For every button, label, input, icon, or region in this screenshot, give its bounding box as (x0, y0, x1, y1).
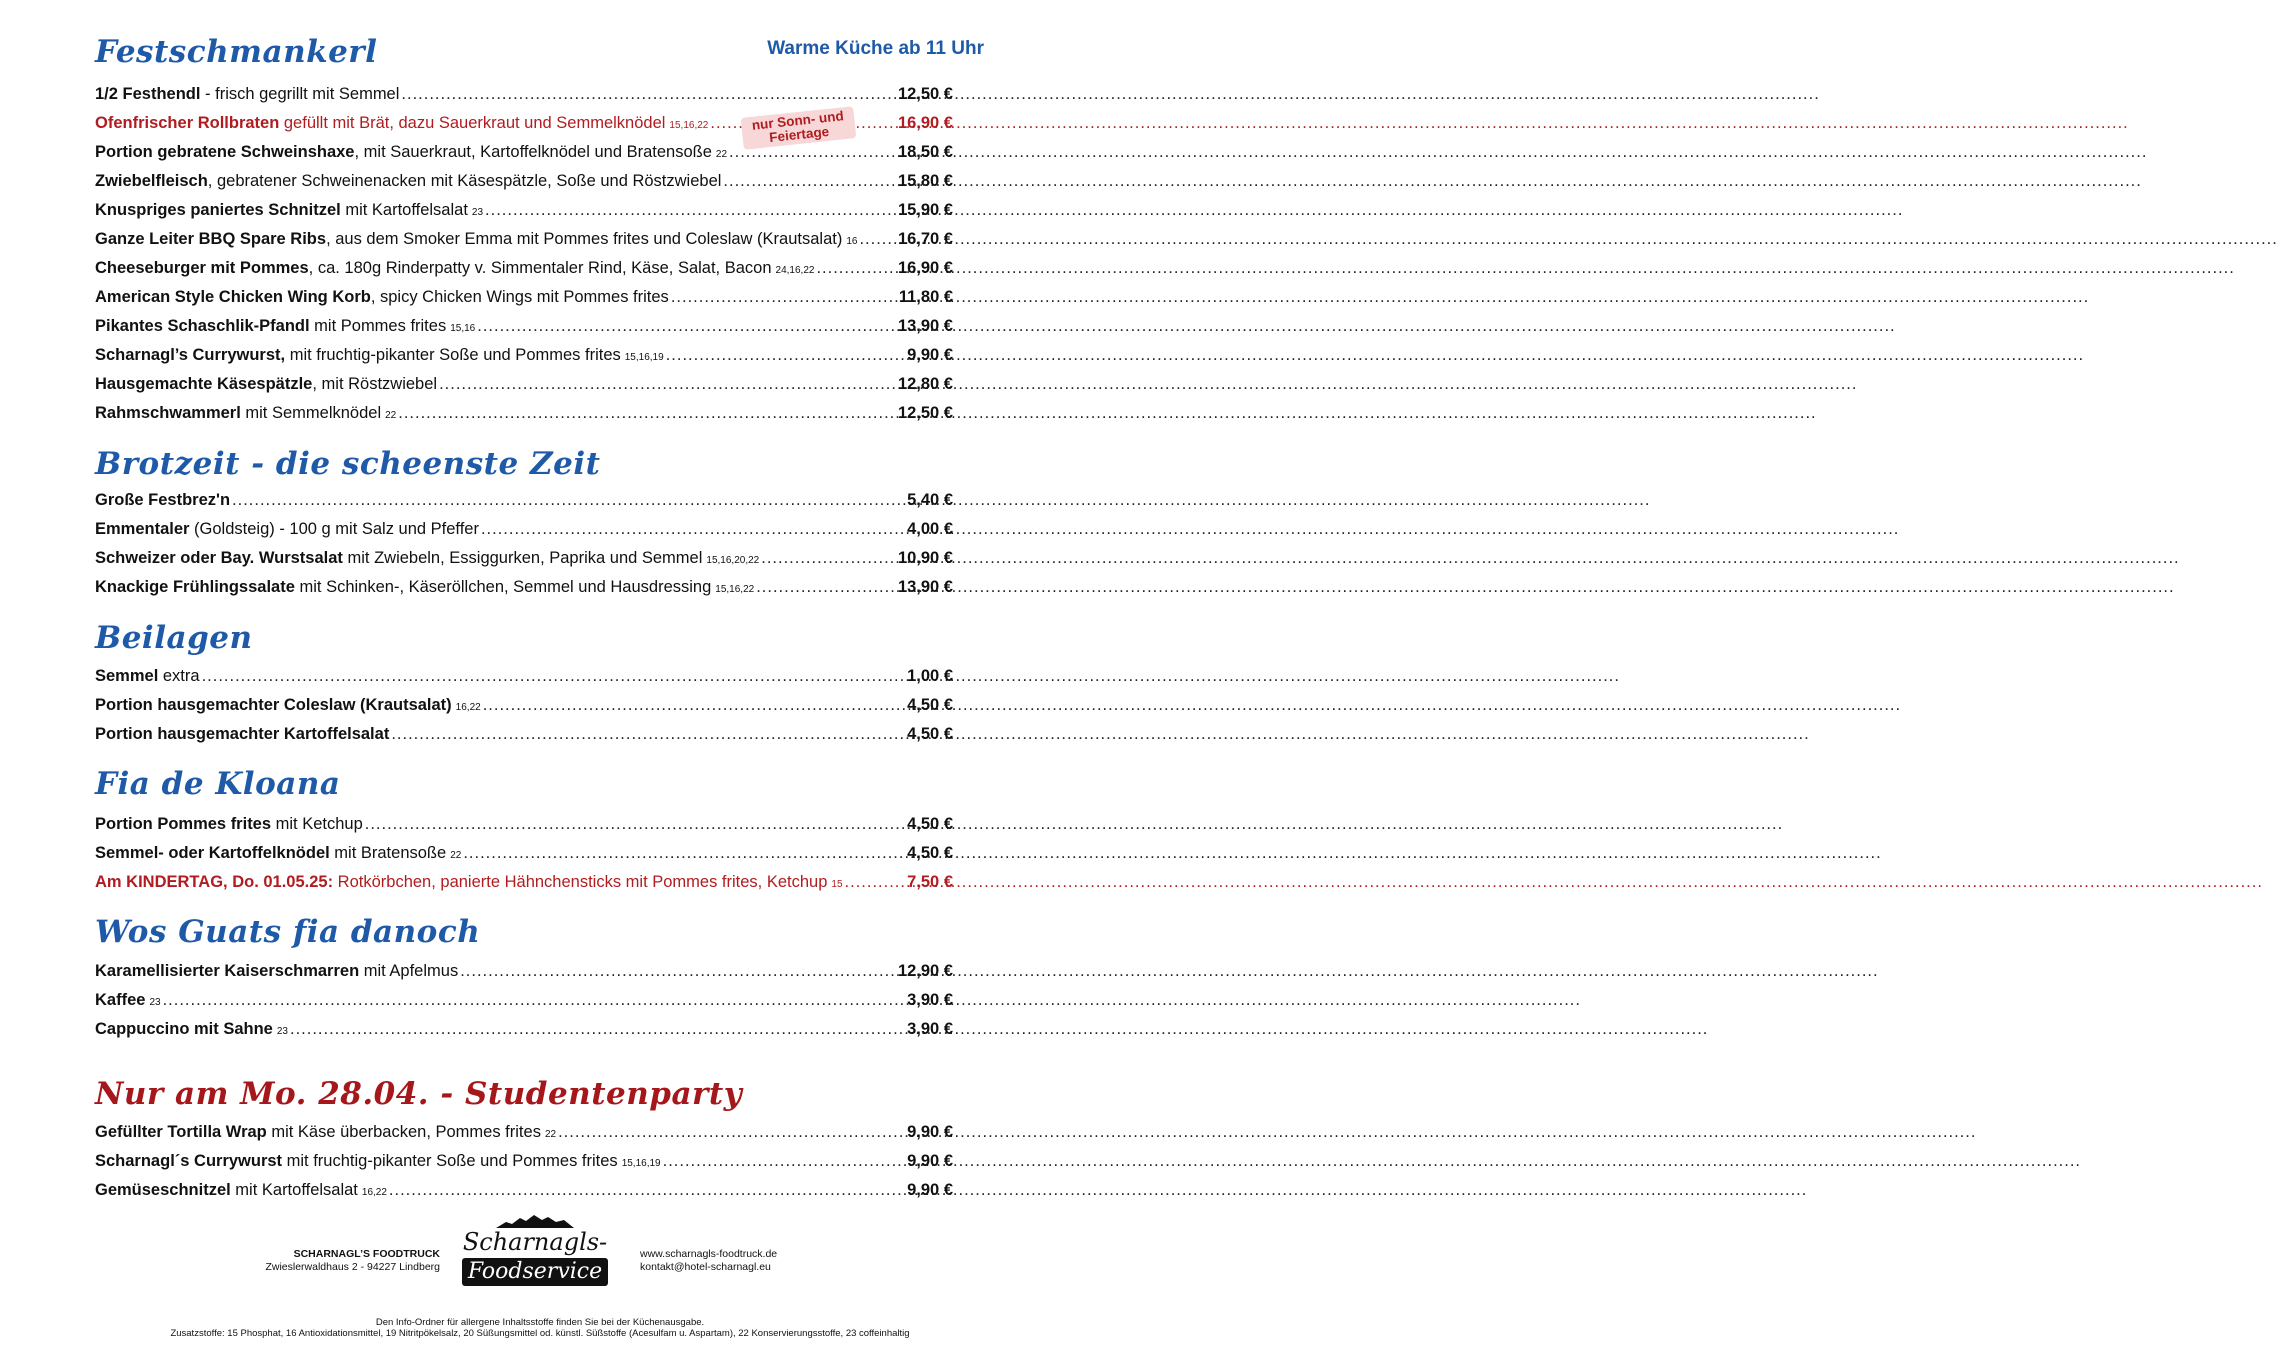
item-name: Gemüseschnitzel (95, 1181, 231, 1199)
item-additives: 16 (846, 236, 858, 247)
item-name: Portion Pommes frites (95, 815, 272, 833)
menu-item (95, 1176, 953, 1205)
additives-info: Zusatzstoffe: 15 Phosphat, 16 Antioxidationsmittel, 19 Nitritpökelsalz, 20 Süßungsmittel od. künstl. Süßstoffe (Acesulfam u. Aspartam), 22 Konservierungsstoffe, 23 coffeinhaltig (170, 1328, 910, 1339)
item-price: 9,90 € (907, 1123, 953, 1141)
leader-dots (439, 370, 896, 399)
item-price: 3,90 € (907, 1020, 953, 1038)
item-price: 3,90 € (907, 991, 953, 1009)
item-desc: mit Käse überbacken, Pommes frites (266, 1123, 541, 1141)
item-price: 13,90 € (897, 317, 953, 335)
item-additives: 22 (450, 850, 462, 861)
item-name: American Style Chicken Wing Korb (95, 288, 371, 306)
leader-dots (460, 957, 896, 986)
item-price: 16,70 € (897, 230, 953, 248)
menu-item (95, 225, 953, 254)
menu-item (95, 720, 953, 749)
item-price: 13,90 € (897, 578, 953, 596)
allergen-info: Den Info-Ordner für allergene Inhaltsstoffe finden Sie bei der Küchenausgabe. (375, 1317, 705, 1328)
section-title-kloana: Fia de Kloana (95, 766, 341, 802)
leader-dots (163, 986, 906, 1015)
item-desc: mit Schinken-, Käseröllchen, Semmel und Hausdressing (294, 578, 712, 596)
item-name: Scharnagl’s Currywurst, (95, 346, 286, 364)
leader-dots (558, 1118, 905, 1147)
item-name: Cappuccino mit Sahne (95, 1020, 273, 1038)
sunday-holiday-badge: nur Sonn- und Feiertage (741, 106, 857, 150)
item-additives: 15,16 (450, 323, 476, 334)
item-desc: , mit Sauerkraut, Kartoffelknödel und Bratensoße (354, 143, 712, 161)
item-price: 9,90 € (907, 1181, 953, 1199)
footer-address-block (265, 1248, 440, 1274)
menu-item (95, 1015, 953, 1044)
item-name: Ofenfrischer Rollbraten (95, 114, 280, 132)
item-price: 4,50 € (907, 844, 953, 862)
item-name: Knuspriges paniertes Schnitzel (95, 201, 341, 219)
item-additives: 15,16,19 (621, 1158, 661, 1169)
item-additives: 15,16,22 (715, 584, 755, 595)
menu-item (95, 341, 953, 370)
mountain-icon (496, 1214, 574, 1228)
item-desc: Rotkörbchen, panierte Hähnchensticks mit Pommes frites, Ketchup (333, 873, 828, 891)
leader-dots (816, 254, 895, 283)
item-desc: , spicy Chicken Wings mit Pommes frites (370, 288, 669, 306)
item-price: 11,80 € (898, 288, 953, 306)
item-additives: 22 (544, 1129, 557, 1140)
item-desc: - frisch gegrillt mit Semmel (200, 85, 400, 103)
item-desc: (Goldsteig) - 100 g mit Salz und Pfeffer (189, 520, 479, 538)
item-price: 12,80 € (897, 375, 953, 393)
item-name: Karamellisierter Kaiserschmarren (95, 962, 360, 980)
item-price: 10,90 € (897, 549, 953, 567)
item-desc: mit Apfelmus (359, 962, 459, 980)
menu-item (95, 312, 953, 341)
menu-item (95, 986, 953, 1015)
item-desc: mit Pommes frites (309, 317, 447, 335)
item-price: 18,50 € (897, 143, 953, 161)
item-price: 16,90 € (897, 259, 953, 277)
item-price: 4,50 € (907, 725, 953, 743)
section-title-studentenparty: Nur am Mo. 28.04. - Studentenparty (95, 1076, 743, 1112)
menu-item (95, 399, 953, 428)
item-additives: 23 (276, 1026, 288, 1037)
item-price: 12,50 € (897, 404, 953, 422)
item-price: 5,40 € (907, 491, 953, 509)
leader-dots (202, 662, 906, 691)
item-additives: 15 (831, 879, 843, 890)
menu-item (95, 662, 953, 691)
leader-dots (483, 691, 905, 720)
menu-item (95, 196, 953, 225)
leader-dots (761, 544, 896, 573)
menu-item (95, 1147, 953, 1176)
item-price: 9,90 € (907, 346, 953, 364)
item-price: 4,50 € (907, 815, 953, 833)
item-desc: mit fruchtig-pikanter Soße und Pommes frites (285, 346, 621, 364)
item-name: Scharnagl´s Currywurst (95, 1152, 283, 1170)
brotzeit-list (95, 486, 953, 602)
leader-dots (859, 225, 895, 254)
item-desc: , mit Röstzwiebel (312, 375, 438, 393)
leader-dots (463, 839, 905, 868)
item-name: Emmentaler (95, 520, 190, 538)
kloana-list (95, 810, 953, 897)
item-desc: , aus dem Smoker Emma mit Pommes frites und Coleslaw (Krautsalat) (326, 230, 843, 248)
item-price: 15,80 € (897, 172, 953, 190)
section-title-festschmankerl: Festschmankerl (95, 34, 378, 70)
item-desc: mit Kartoffelsalat (230, 1181, 358, 1199)
warm-kitchen-note: Warme Küche ab 11 Uhr (767, 38, 984, 59)
item-name: Gefüllter Tortilla Wrap (95, 1123, 267, 1141)
company-name: SCHARNAGL’S FOODTRUCK (293, 1248, 440, 1260)
footer-contact-block (640, 1248, 777, 1274)
leader-dots (232, 486, 905, 515)
item-desc: mit Bratensoße (329, 844, 447, 862)
item-desc: mit Kartoffelsalat (340, 201, 468, 219)
leader-dots (389, 1176, 905, 1205)
item-price: 4,00 € (907, 520, 953, 538)
item-name: Portion hausgemachter Coleslaw (Krautsalat) (95, 696, 452, 714)
logo-line-1: Scharnagls- (462, 1228, 608, 1256)
leader-dots (666, 341, 905, 370)
studentenparty-list (95, 1118, 953, 1205)
item-price: 15,90 € (897, 201, 953, 219)
leader-dots (481, 515, 905, 544)
menu-item (95, 1118, 953, 1147)
email-link[interactable]: kontakt@hotel-scharnagl.eu (640, 1261, 771, 1273)
item-price: 12,50 € (897, 85, 953, 103)
item-additives: 15,16,19 (624, 352, 664, 363)
item-desc: mit Zwiebeln, Essiggurken, Paprika und Semmel (342, 549, 703, 567)
item-name: Zwiebelfleisch (95, 172, 208, 190)
logo-line-2: Foodservice (462, 1258, 608, 1286)
item-desc: mit fruchtig-pikanter Soße und Pommes frites (282, 1152, 618, 1170)
item-name: Portion hausgemachter Kartoffelsalat (95, 725, 390, 743)
item-additives: 16,22 (361, 1187, 387, 1198)
menu-item (95, 544, 953, 573)
menu-item (95, 167, 953, 196)
leader-dots (477, 312, 896, 341)
item-name: Semmel (95, 667, 159, 685)
leader-dots (391, 720, 905, 749)
item-additives: 22 (715, 149, 728, 160)
menu-item (95, 138, 953, 167)
item-name: 1/2 Festhendl (95, 85, 201, 103)
menu-item (95, 283, 953, 312)
item-desc: mit Semmelknödel (240, 404, 382, 422)
menu-item (95, 370, 953, 399)
leader-dots (398, 399, 896, 428)
leader-dots (485, 196, 896, 225)
menu-item (95, 80, 953, 109)
item-additives: 16,22 (455, 702, 481, 713)
leader-dots (365, 810, 905, 839)
section-title-danoch: Wos Guats fia danoch (95, 914, 481, 950)
menu-item (95, 868, 953, 897)
item-desc: , gebratener Schweinenacken mit Käsespätzle, Soße und Röstzwiebel (207, 172, 722, 190)
item-name: Cheeseburger mit Pommes (95, 259, 309, 277)
company-logo (460, 1212, 610, 1288)
item-price: 12,90 € (897, 962, 953, 980)
item-name: Große Festbrez'n (95, 491, 231, 509)
item-name: Am KINDERTAG, Do. 01.05.25: (95, 873, 334, 891)
menu-page (0, 0, 1080, 1350)
item-additives: 23 (471, 207, 484, 218)
menu-item (95, 839, 953, 868)
menu-item (95, 486, 953, 515)
menu-item (95, 515, 953, 544)
item-name: Portion gebratene Schweinshaxe (95, 143, 355, 161)
leader-dots (723, 167, 896, 196)
danoch-list (95, 957, 953, 1044)
leader-dots (671, 283, 897, 312)
beilagen-list (95, 662, 953, 749)
section-title-beilagen: Beilagen (95, 620, 253, 656)
website-link[interactable]: www.scharnagls-foodtruck.de (640, 1248, 778, 1260)
item-name: Kaffee (95, 991, 146, 1009)
item-price: 1,00 € (907, 667, 953, 685)
item-name: Hausgemachte Käsespätzle (95, 375, 313, 393)
menu-item (95, 810, 953, 839)
item-price: 9,90 € (907, 1152, 953, 1170)
leader-dots (290, 1015, 905, 1044)
company-address: Zwieslerwaldhaus 2 - 94227 Lindberg (265, 1261, 440, 1273)
section-title-brotzeit: Brotzeit - die scheenste Zeit (95, 446, 601, 482)
item-price: 7,50 € (907, 873, 953, 891)
leader-dots (663, 1147, 906, 1176)
item-additives: 15,16,20,22 (706, 555, 760, 566)
menu-item (95, 691, 953, 720)
leader-dots (756, 573, 896, 602)
item-name: Schweizer oder Bay. Wurstsalat (95, 549, 343, 567)
item-additives: 22 (385, 410, 397, 421)
item-name: Knackige Frühlingssalate (95, 578, 295, 596)
item-desc: extra (158, 667, 200, 685)
item-name: Semmel- oder Kartoffelknödel (95, 844, 330, 862)
item-name: Ganze Leiter BBQ Spare Ribs (95, 230, 327, 248)
item-name: Pikantes Schaschlik-Pfandl (95, 317, 310, 335)
menu-item (95, 254, 953, 283)
item-desc: , ca. 180g Rinderpatty v. Simmentaler Rind, Käse, Salat, Bacon (308, 259, 772, 277)
item-additives: 24,16,22 (775, 265, 815, 276)
item-name: Rahmschwammerl (95, 404, 241, 422)
item-additives: 15,16,22 (669, 120, 709, 131)
item-desc: mit Ketchup (271, 815, 363, 833)
leader-dots (845, 868, 906, 897)
item-price: 16,90 € (897, 114, 953, 132)
item-desc: gefüllt mit Brät, dazu Sauerkraut und Semmelknödel (279, 114, 666, 132)
item-additives: 23 (149, 997, 161, 1008)
menu-item (95, 573, 953, 602)
menu-item (95, 957, 953, 986)
item-price: 4,50 € (907, 696, 953, 714)
leader-dots (401, 80, 896, 109)
